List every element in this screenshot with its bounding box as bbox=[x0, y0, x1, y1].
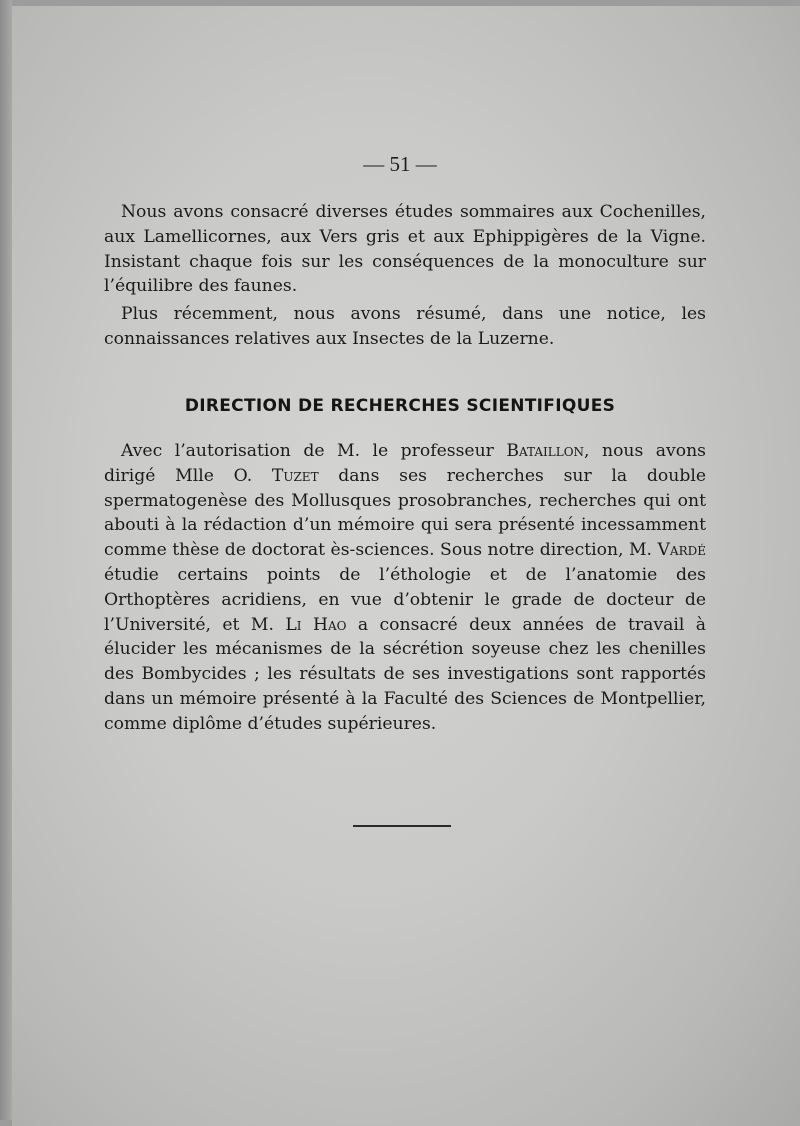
person-name: Vardé bbox=[657, 540, 706, 561]
text-run: dans ses recherches sur la double spermatogenèse des Mollusques prosobranches, recherches qui ont abouti à la rédaction d’un mémoire qui sera présenté incessamment comme thèse de doctorat ès-sciences. Sous notre direction, M. bbox=[104, 465, 706, 561]
paragraph-2 bbox=[104, 302, 706, 352]
paragraph-1 bbox=[104, 200, 706, 299]
end-rule bbox=[353, 825, 451, 827]
paragraph-2-text: Plus récemment, nous avons résumé, dans une notice, les connaissances relatives aux Insectes de la Luzerne. bbox=[104, 304, 706, 349]
text-run: étudie certains points de l’éthologie et de l’anatomie des Orthoptères acridiens, en vue d’obtenir le grade de docteur de l’Université, et M. bbox=[104, 564, 706, 635]
page-number: — 51 — bbox=[363, 152, 437, 176]
person-name: Tuzet bbox=[271, 465, 319, 486]
text-run: , nous avons dirigé Mlle O. bbox=[104, 441, 706, 486]
paragraph-3 bbox=[104, 439, 706, 737]
paragraph-3-text bbox=[104, 439, 706, 737]
person-name: Li Hao bbox=[285, 614, 347, 635]
person-name: Bataillon bbox=[506, 441, 585, 461]
paragraph-1-text: Nous avons consacré diverses études sommaires aux Cochenilles, aux Lamellicornes, aux Vers gris et aux Ephippigères de la Vigne. Insistant chaque fois sur les conséquences de la monoculture sur l’équilibre des faunes. bbox=[104, 202, 706, 297]
text-run: a consacré deux années de travail à élucider les mécanismes de la sécrétion soyeuse chez les chenilles des Bombycides ; les résultats de ses investigations sont rapportés dans un mémoire présenté à la Faculté des Sciences de Montpellier, comme diplôme d’études supérieures. bbox=[104, 614, 706, 734]
section-heading: DIRECTION DE RECHERCHES SCIENTIFIQUES bbox=[184, 396, 616, 416]
text-run: Avec l’autorisation de M. le professeur bbox=[121, 441, 507, 461]
